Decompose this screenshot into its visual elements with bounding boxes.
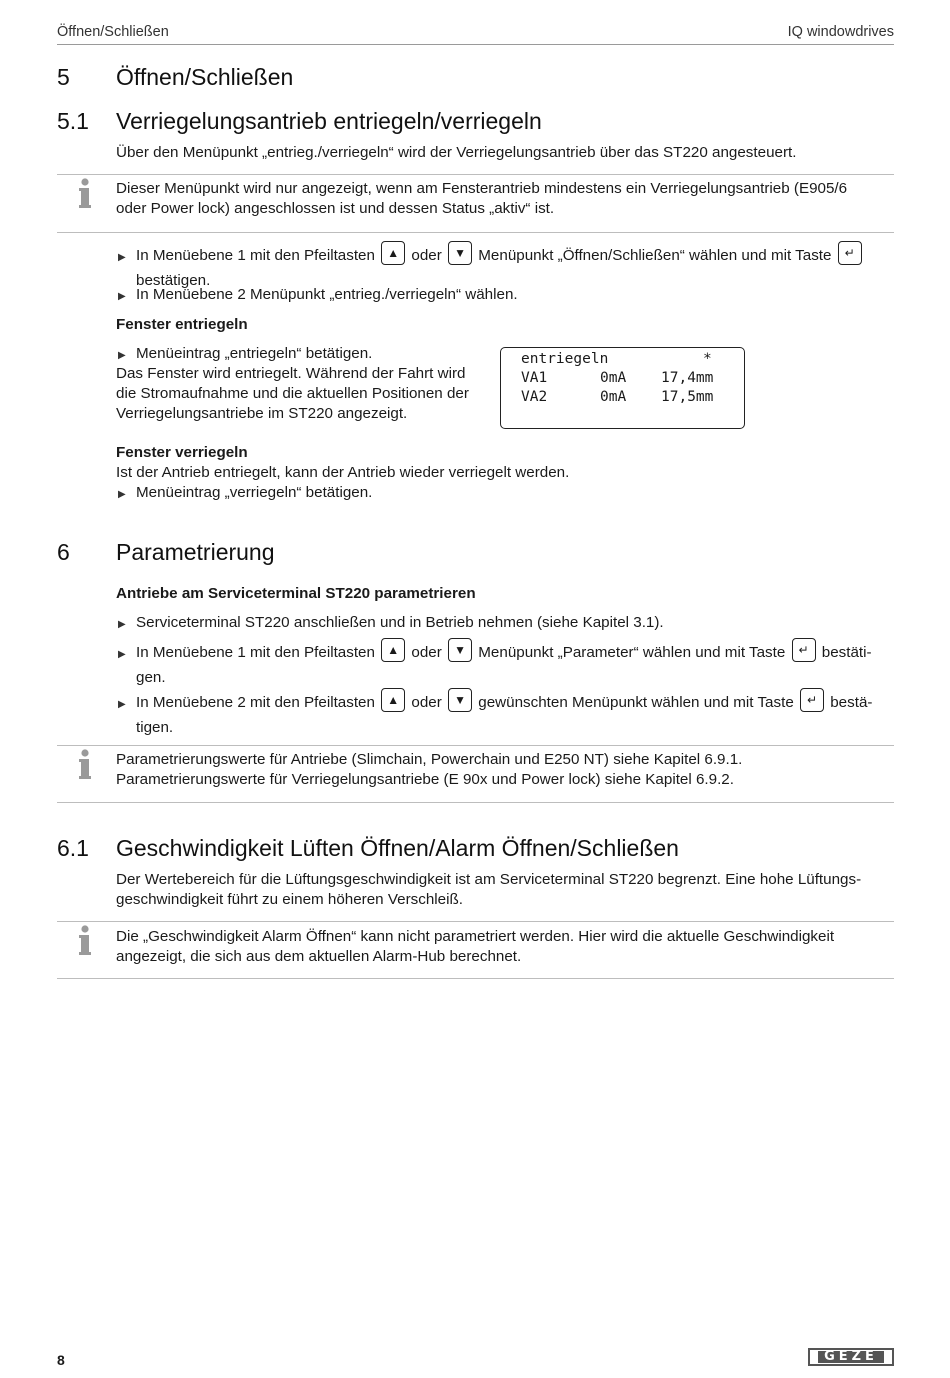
subheading-fenster-verriegeln: Fenster verriegeln: [116, 444, 248, 461]
bullet-text: gen.: [136, 669, 166, 686]
info-text-line-1: Parametrierungswerte für Antriebe (Slimchain, Powerchain und E250 NT) siehe Kapitel 6.9.1.: [116, 751, 743, 768]
list-item: [116, 285, 894, 305]
paragraph-line: geschwindigkeit führt zu einem höheren Verschleiß.: [116, 891, 463, 908]
arrow-down-key-icon: ▼: [448, 241, 472, 265]
header-chapter: Öffnen/Schließen: [57, 24, 169, 40]
lcd-row-3-label: VA2: [521, 389, 548, 405]
paragraph-line: Ist der Antrieb entriegelt, kann der Antrieb wieder verriegelt werden.: [116, 464, 570, 481]
bullet-text: ▶ Serviceterminal ST220 anschließen und in Betrieb nehmen (siehe Kapitel 3.1).: [116, 613, 894, 633]
bullet-text: Menüpunkt „Parameter“ wählen und mit Taste: [478, 644, 786, 661]
lcd-display: [500, 347, 745, 429]
section-6-title: Parametrierung: [116, 539, 275, 565]
info-rule-bottom: [57, 978, 894, 979]
logo-text: GEZE: [818, 1351, 884, 1363]
bullet-text: Menüpunkt „Öffnen/Schließen“ wählen und mit Taste: [478, 247, 832, 264]
paragraph-line: Verriegelungsantriebe im ST220 angezeigt.: [116, 405, 408, 422]
enter-key-icon: ↵: [800, 688, 824, 712]
bullet-text: ▶ In Menüebene 2 Menüpunkt „entrieg./verriegeln“ wählen.: [116, 285, 894, 305]
header-product: IQ windowdrives: [787, 24, 894, 40]
info-rule-top: [57, 745, 894, 746]
paragraph-line: Das Fenster wird entriegelt. Während der Fahrt wird: [116, 365, 466, 382]
bullet-text: bestäti-: [821, 644, 872, 661]
subheading-fenster-entriegeln: Fenster entriegeln: [116, 316, 248, 333]
bullet-text: In Menüebene 1 mit den Pfeiltasten: [136, 247, 375, 264]
info-text-line-1: Die „Geschwindigkeit Alarm Öffnen“ kann nicht parametriert werden. Hier wird die aktuelle Geschwindigkeit: [116, 928, 835, 945]
info-rule-top: [57, 174, 894, 175]
info-icon: [76, 749, 94, 783]
bullet-text: ▶ Menüeintrag „verriegeln“ betätigen.: [116, 483, 894, 503]
info-icon: [76, 925, 94, 959]
bullet-text: ▶ Menüeintrag „entriegeln“ betätigen.: [116, 344, 496, 364]
list-item: [116, 643, 894, 688]
lcd-row-2-current: 0mA: [600, 370, 627, 386]
info-icon: [76, 178, 94, 212]
header-rule: [57, 44, 894, 45]
lcd-row-3-current: 0mA: [600, 389, 627, 405]
bullet-text: bestä-: [830, 694, 873, 711]
section-6-1-number: 6.1: [57, 835, 89, 861]
section-6-number: 6: [57, 539, 70, 565]
lcd-row-1-marker: *: [703, 351, 712, 367]
page-number: 8: [57, 1352, 65, 1368]
lcd-row-2-label: VA1: [521, 370, 548, 386]
bullet-text: In Menüebene 2 mit den Pfeiltasten: [136, 694, 375, 711]
bullet-text: bestätigen.: [136, 272, 211, 289]
section-5-1-title: Verriegelungsantrieb entriegeln/verriegeln: [116, 108, 542, 134]
info-text-line-1: Dieser Menüpunkt wird nur angezeigt, wenn am Fensterantrieb mindestens ein Verriegelungsantrieb (E905/6: [116, 180, 848, 197]
info-text-line-2: Parametrierungswerte für Verriegelungsantriebe (E 90x und Power lock) siehe Kapitel 6.9.2.: [116, 771, 734, 788]
info-text-line-2: angezeigt, die sich aus dem aktuellen Alarm-Hub berechnet.: [116, 948, 522, 965]
arrow-up-key-icon: ▲: [381, 688, 405, 712]
section-5-number: 5: [57, 64, 70, 90]
arrow-down-key-icon: ▼: [448, 688, 472, 712]
arrow-up-key-icon: ▲: [381, 241, 405, 265]
bullet-text: tigen.: [136, 719, 174, 736]
section-5-title: Öffnen/Schließen: [116, 64, 294, 90]
lcd-row-3-position: 17,5mm: [661, 389, 714, 405]
bullet-text: oder: [411, 694, 442, 711]
bullet-text: In Menüebene 1 mit den Pfeiltasten: [136, 644, 375, 661]
bullet-text: oder: [411, 247, 442, 264]
list-item: [116, 483, 894, 503]
subheading-parametrieren: Antriebe am Serviceterminal ST220 parametrieren: [116, 585, 476, 602]
bullet-text: oder: [411, 644, 442, 661]
list-item: [116, 613, 894, 633]
bullet-text: gewünschten Menüpunkt wählen und mit Taste: [478, 694, 794, 711]
paragraph-line: Der Wertebereich für die Lüftungsgeschwindigkeit ist am Serviceterminal ST220 begrenzt. Eine hohe Lüftungs-: [116, 871, 862, 888]
section-5-1-intro: Über den Menüpunkt „entrieg./verriegeln“ wird der Verriegelungsantrieb über das ST220 angesteuert.: [116, 144, 797, 161]
info-rule-bottom: [57, 802, 894, 803]
enter-key-icon: ↵: [838, 241, 862, 265]
geze-logo: [808, 1348, 894, 1366]
info-rule-top: [57, 921, 894, 922]
lcd-row-2-position: 17,4mm: [661, 370, 714, 386]
list-item: [116, 344, 496, 364]
list-item: [116, 693, 894, 738]
arrow-up-key-icon: ▲: [381, 638, 405, 662]
enter-key-icon: ↵: [792, 638, 816, 662]
info-rule-bottom: [57, 232, 894, 233]
info-text-line-2: oder Power lock) angeschlossen ist und dessen Status „aktiv“ ist.: [116, 200, 555, 217]
section-5-1-number: 5.1: [57, 108, 89, 134]
section-6-1-title: Geschwindigkeit Lüften Öffnen/Alarm Öffnen/Schließen: [116, 835, 679, 861]
paragraph-line: die Stromaufnahme und die aktuellen Positionen der: [116, 385, 469, 402]
lcd-row-1-label: entriegeln: [521, 351, 609, 367]
arrow-down-key-icon: ▼: [448, 638, 472, 662]
